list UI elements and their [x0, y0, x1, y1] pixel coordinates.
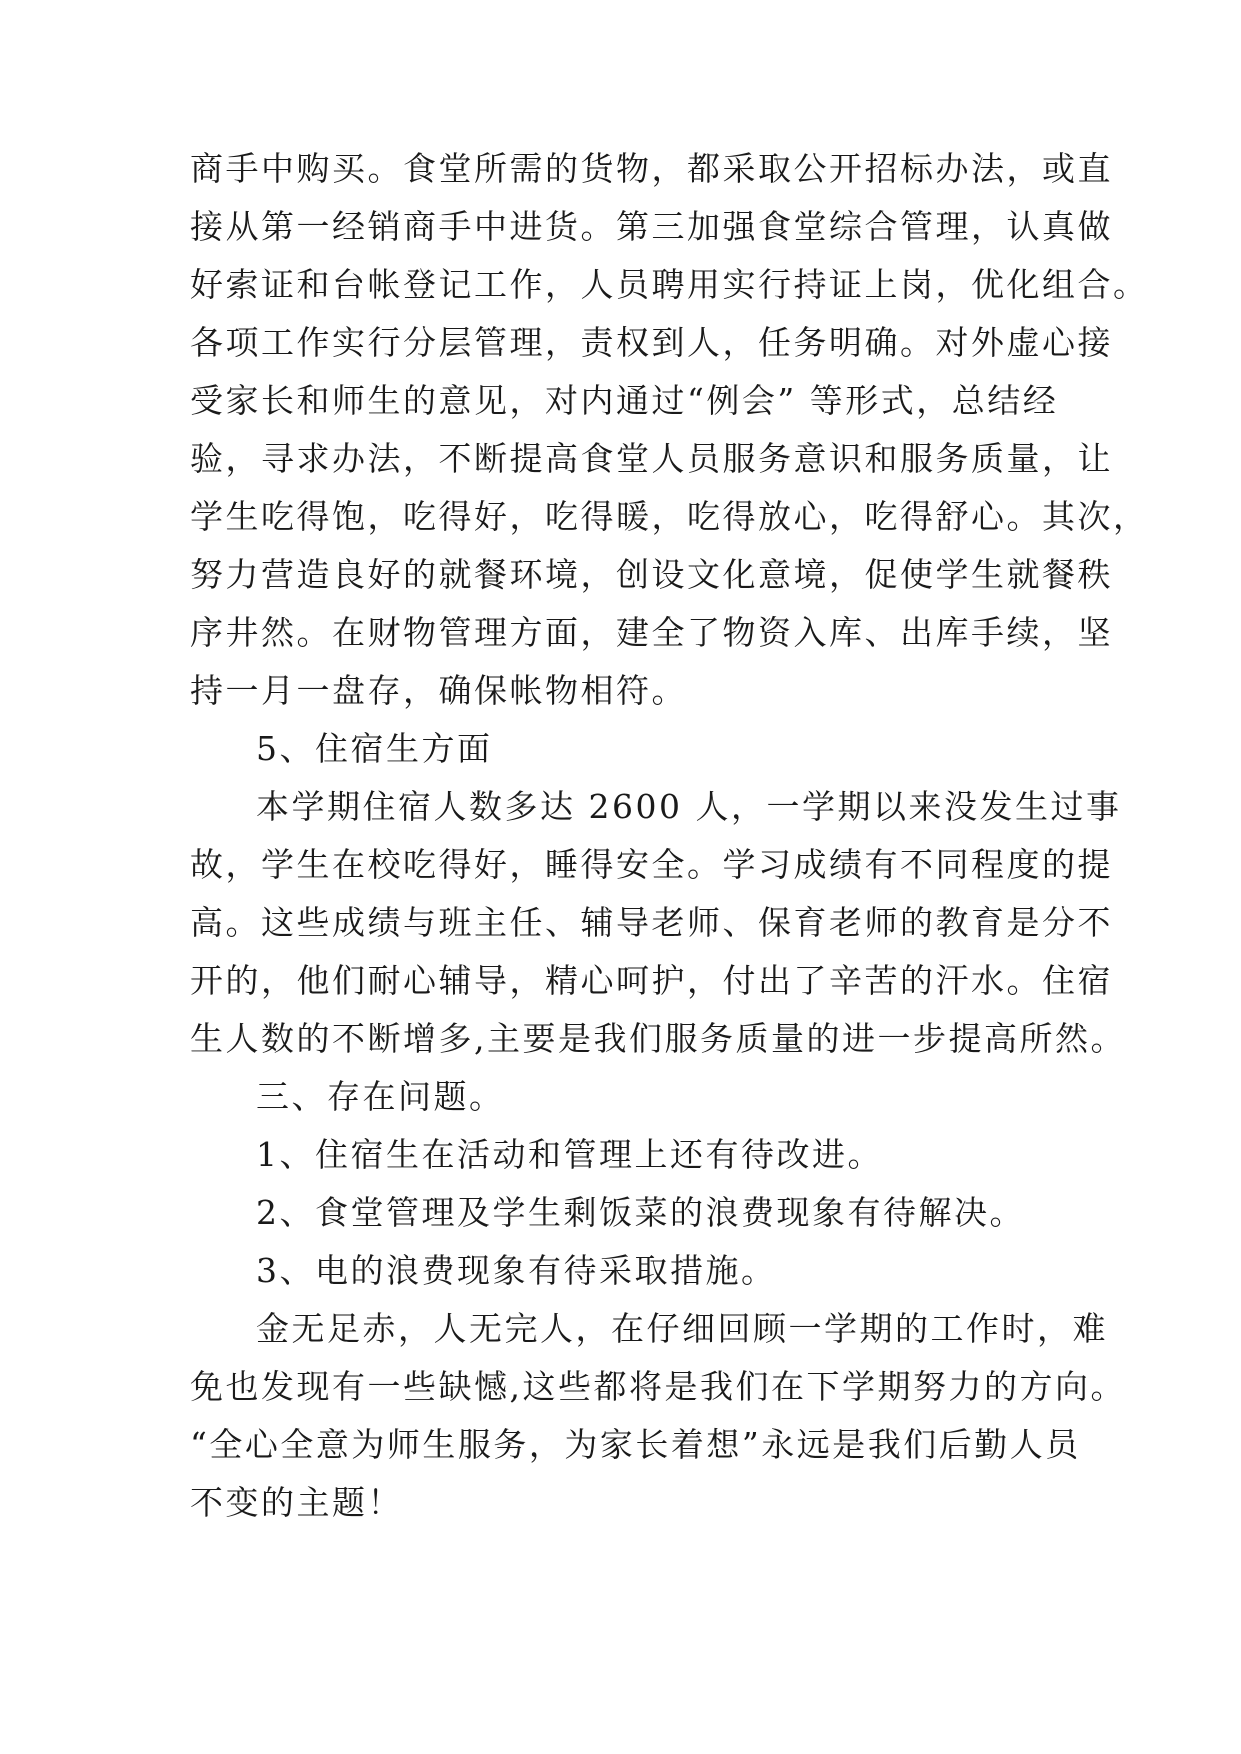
list-item: 2、食堂管理及学生剩饭菜的浪费现象有待解决。 [256, 1193, 1025, 1232]
text-line: 各项工作实行分层管理，责权到人，任务明确。对外虚心接 [190, 323, 1113, 362]
text-line: 努力营造良好的就餐环境，创设文化意境，促使学生就餐秩 [190, 555, 1113, 594]
text-line: “全心全意为师生服务，为家长着想”永远是我们后勤人员 [190, 1425, 1081, 1464]
list-item: 1、住宿生在活动和管理上还有待改进。 [256, 1135, 883, 1174]
text-line: 验，寻求办法，不断提高食堂人员服务意识和服务质量，让 [190, 439, 1113, 478]
text-line: 金无足赤，人无完人，在仔细回顾一学期的工作时，难 [256, 1309, 1108, 1348]
text-line: 好索证和台帐登记工作，人员聘用实行持证上岗，优化组合。 [190, 265, 1149, 304]
text-line: 故，学生在校吃得好，睡得安全。学习成绩有不同程度的提 [190, 845, 1113, 884]
section-heading: 5、住宿生方面 [256, 729, 493, 768]
list-item: 3、电的浪费现象有待采取措施。 [256, 1251, 777, 1290]
text-line: 接从第一经销商手中进货。第三加强食堂综合管理，认真做 [190, 207, 1113, 246]
text-line: 受家长和师生的意见，对内通过“例会” 等形式，总结经 [190, 381, 1059, 420]
section-heading: 三、存在问题。 [256, 1077, 505, 1116]
text-line: 持一月一盘存，确保帐物相符。 [190, 671, 687, 710]
text-line: 本学期住宿人数多达 2600 人，一学期以来没发生过事 [256, 787, 1122, 826]
text-line: 开的，他们耐心辅导，精心呵护，付出了辛苦的汗水。住宿 [190, 961, 1113, 1000]
text-line: 生人数的不断增多,主要是我们服务质量的进一步提高所然。 [190, 1019, 1126, 1058]
text-line: 高。这些成绩与班主任、辅导老师、保育老师的教育是分不 [190, 903, 1113, 942]
text-line: 序井然。在财物管理方面，建全了物资入库、出库手续，坚 [190, 613, 1113, 652]
text-line: 不变的主题！ [190, 1483, 403, 1522]
text-line: 免也发现有一些缺憾,这些都将是我们在下学期努力的方向。 [190, 1367, 1126, 1406]
text-line: 商手中购买。食堂所需的货物，都采取公开招标办法，或直 [190, 149, 1113, 188]
text-line: 学生吃得饱，吃得好，吃得暖，吃得放心，吃得舒心。其次， [190, 497, 1149, 536]
